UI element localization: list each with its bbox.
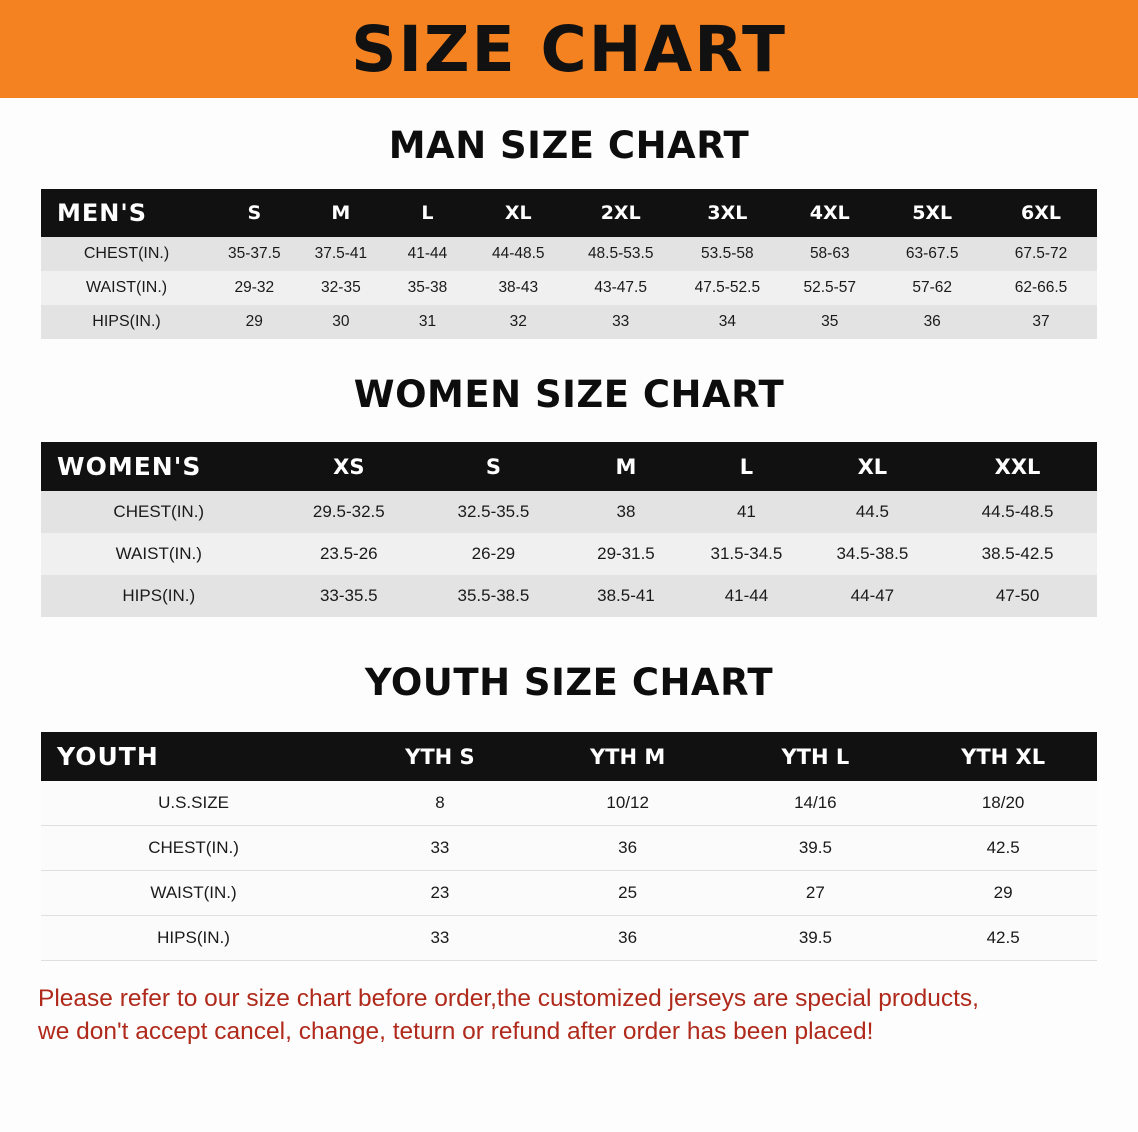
table-cell: 41 — [736, 502, 756, 521]
table-cell: 39.5 — [722, 916, 910, 961]
table-row — [41, 916, 1097, 961]
table-header-row — [41, 442, 1097, 491]
table-cell: 37.5-41 — [314, 245, 368, 262]
row-header: U.S.SIZE — [41, 781, 346, 826]
col-header: M — [297, 189, 386, 237]
table-cell: 35 — [821, 313, 839, 330]
col-header: YTH XL — [909, 732, 1097, 781]
table-cell: 31.5-34.5 — [710, 544, 783, 563]
youth-table-wrap — [41, 732, 1097, 961]
col-header: MEN'S — [41, 189, 212, 237]
disclaimer-line-2: we don't accept cancel, change, teturn or refund after order has been placed! — [38, 1017, 874, 1045]
table-cell: 32.5-35.5 — [457, 502, 530, 521]
table-cell: 38 — [616, 502, 636, 521]
col-header: 4XL — [780, 189, 879, 237]
col-header: WOMEN'S — [41, 442, 277, 491]
col-header: YOUTH — [41, 732, 346, 781]
table-cell: 29 — [909, 871, 1097, 916]
table-cell: 63-67.5 — [905, 245, 959, 262]
table-cell: 58-63 — [809, 245, 850, 262]
table-row — [41, 305, 1097, 339]
table-cell: 41-44 — [407, 245, 448, 262]
table-row — [41, 237, 1097, 271]
table-cell: 44-47 — [850, 586, 895, 605]
col-header: YTH M — [534, 732, 722, 781]
table-header-row — [41, 189, 1097, 237]
table-cell: 23 — [346, 871, 534, 916]
women-table-wrap — [41, 442, 1097, 617]
table-cell: 67.5-72 — [1014, 245, 1068, 262]
table-cell: 26-29 — [471, 544, 516, 563]
row-header: CHEST(IN.) — [113, 502, 205, 521]
col-header: 6XL — [985, 189, 1097, 237]
col-header: 5XL — [879, 189, 985, 237]
table-cell: 36 — [534, 916, 722, 961]
disclaimer-note — [38, 983, 1100, 1048]
table-row — [41, 533, 1097, 575]
man-size-table — [41, 189, 1097, 339]
table-cell: 44-48.5 — [491, 245, 545, 262]
table-cell: 35.5-38.5 — [457, 586, 530, 605]
table-row — [41, 871, 1097, 916]
table-cell: 47-50 — [995, 586, 1040, 605]
table-cell: 29-32 — [234, 279, 275, 296]
table-cell: 35-38 — [407, 279, 448, 296]
row-header: WAIST(IN.) — [85, 279, 168, 296]
col-header: S — [421, 442, 566, 491]
row-header: CHEST(IN.) — [41, 826, 346, 871]
row-header: HIPS(IN.) — [41, 916, 346, 961]
table-row — [41, 826, 1097, 871]
page-title: SIZE CHART — [351, 12, 787, 86]
man-section-title: MAN SIZE CHART — [388, 124, 750, 167]
table-cell: 39.5 — [722, 826, 910, 871]
women-size-table — [41, 442, 1097, 617]
row-header: HIPS(IN.) — [122, 586, 196, 605]
table-cell: 35-37.5 — [228, 245, 281, 262]
man-table-wrap — [41, 189, 1097, 339]
table-cell: 62-66.5 — [1014, 279, 1068, 296]
col-header: S — [212, 189, 296, 237]
table-cell: 38-43 — [498, 279, 539, 296]
women-section-title: WOMEN SIZE CHART — [353, 373, 785, 416]
table-cell: 57-62 — [912, 279, 953, 296]
table-cell: 42.5 — [909, 916, 1097, 961]
table-cell: 36 — [923, 313, 941, 330]
table-cell: 33 — [346, 826, 534, 871]
table-cell: 38.5-41 — [597, 586, 655, 605]
table-cell: 27 — [722, 871, 910, 916]
col-header: XS — [277, 442, 422, 491]
table-cell: 31 — [418, 313, 437, 330]
table-cell: 32 — [509, 313, 527, 330]
youth-section-title: YOUTH SIZE CHART — [364, 661, 774, 704]
table-row — [41, 781, 1097, 826]
table-cell: 41-44 — [724, 586, 769, 605]
table-cell: 52.5-57 — [803, 279, 857, 296]
table-cell: 34 — [718, 313, 736, 330]
youth-size-table — [41, 732, 1097, 961]
table-cell: 38.5-42.5 — [981, 544, 1054, 563]
col-header: XL — [470, 189, 567, 237]
table-cell: 34.5-38.5 — [836, 544, 909, 563]
col-header: 2XL — [567, 189, 675, 237]
row-header: WAIST(IN.) — [41, 871, 346, 916]
col-header: XXL — [938, 442, 1097, 491]
table-cell: 53.5-58 — [701, 245, 754, 262]
table-row — [41, 575, 1097, 617]
row-header: WAIST(IN.) — [115, 544, 202, 563]
col-header: 3XL — [675, 189, 781, 237]
col-header: L — [686, 442, 806, 491]
col-header: YTH L — [722, 732, 910, 781]
table-cell: 48.5-53.5 — [587, 245, 654, 262]
table-cell: 33 — [612, 313, 630, 330]
row-header: HIPS(IN.) — [92, 313, 161, 330]
table-cell: 23.5-26 — [319, 544, 378, 563]
row-header: CHEST(IN.) — [83, 245, 170, 262]
table-cell: 44.5 — [855, 502, 889, 521]
table-cell: 18/20 — [909, 781, 1097, 826]
table-row — [41, 491, 1097, 533]
table-cell: 10/12 — [534, 781, 722, 826]
table-cell: 29.5-32.5 — [312, 502, 385, 521]
table-cell: 29-31.5 — [597, 544, 655, 563]
table-cell: 29 — [245, 313, 263, 330]
col-header: YTH S — [346, 732, 534, 781]
table-header-row — [41, 732, 1097, 781]
table-cell: 32-35 — [321, 279, 361, 296]
table-cell: 44.5-48.5 — [981, 502, 1054, 521]
table-cell: 30 — [332, 313, 350, 330]
table-cell: 36 — [534, 826, 722, 871]
table-cell: 14/16 — [722, 781, 910, 826]
table-row — [41, 271, 1097, 305]
table-cell: 25 — [534, 871, 722, 916]
table-cell: 42.5 — [909, 826, 1097, 871]
table-cell: 33 — [346, 916, 534, 961]
table-cell: 43-47.5 — [594, 279, 647, 296]
table-cell: 8 — [346, 781, 534, 826]
col-header: L — [385, 189, 469, 237]
table-cell: 47.5-52.5 — [694, 279, 761, 296]
table-cell: 33-35.5 — [319, 586, 378, 605]
page-banner — [0, 0, 1138, 98]
disclaimer-line-1: Please refer to our size chart before order,the customized jerseys are special products, — [38, 985, 979, 1012]
table-cell: 37 — [1032, 313, 1050, 330]
col-header: M — [566, 442, 686, 491]
col-header: XL — [807, 442, 938, 491]
